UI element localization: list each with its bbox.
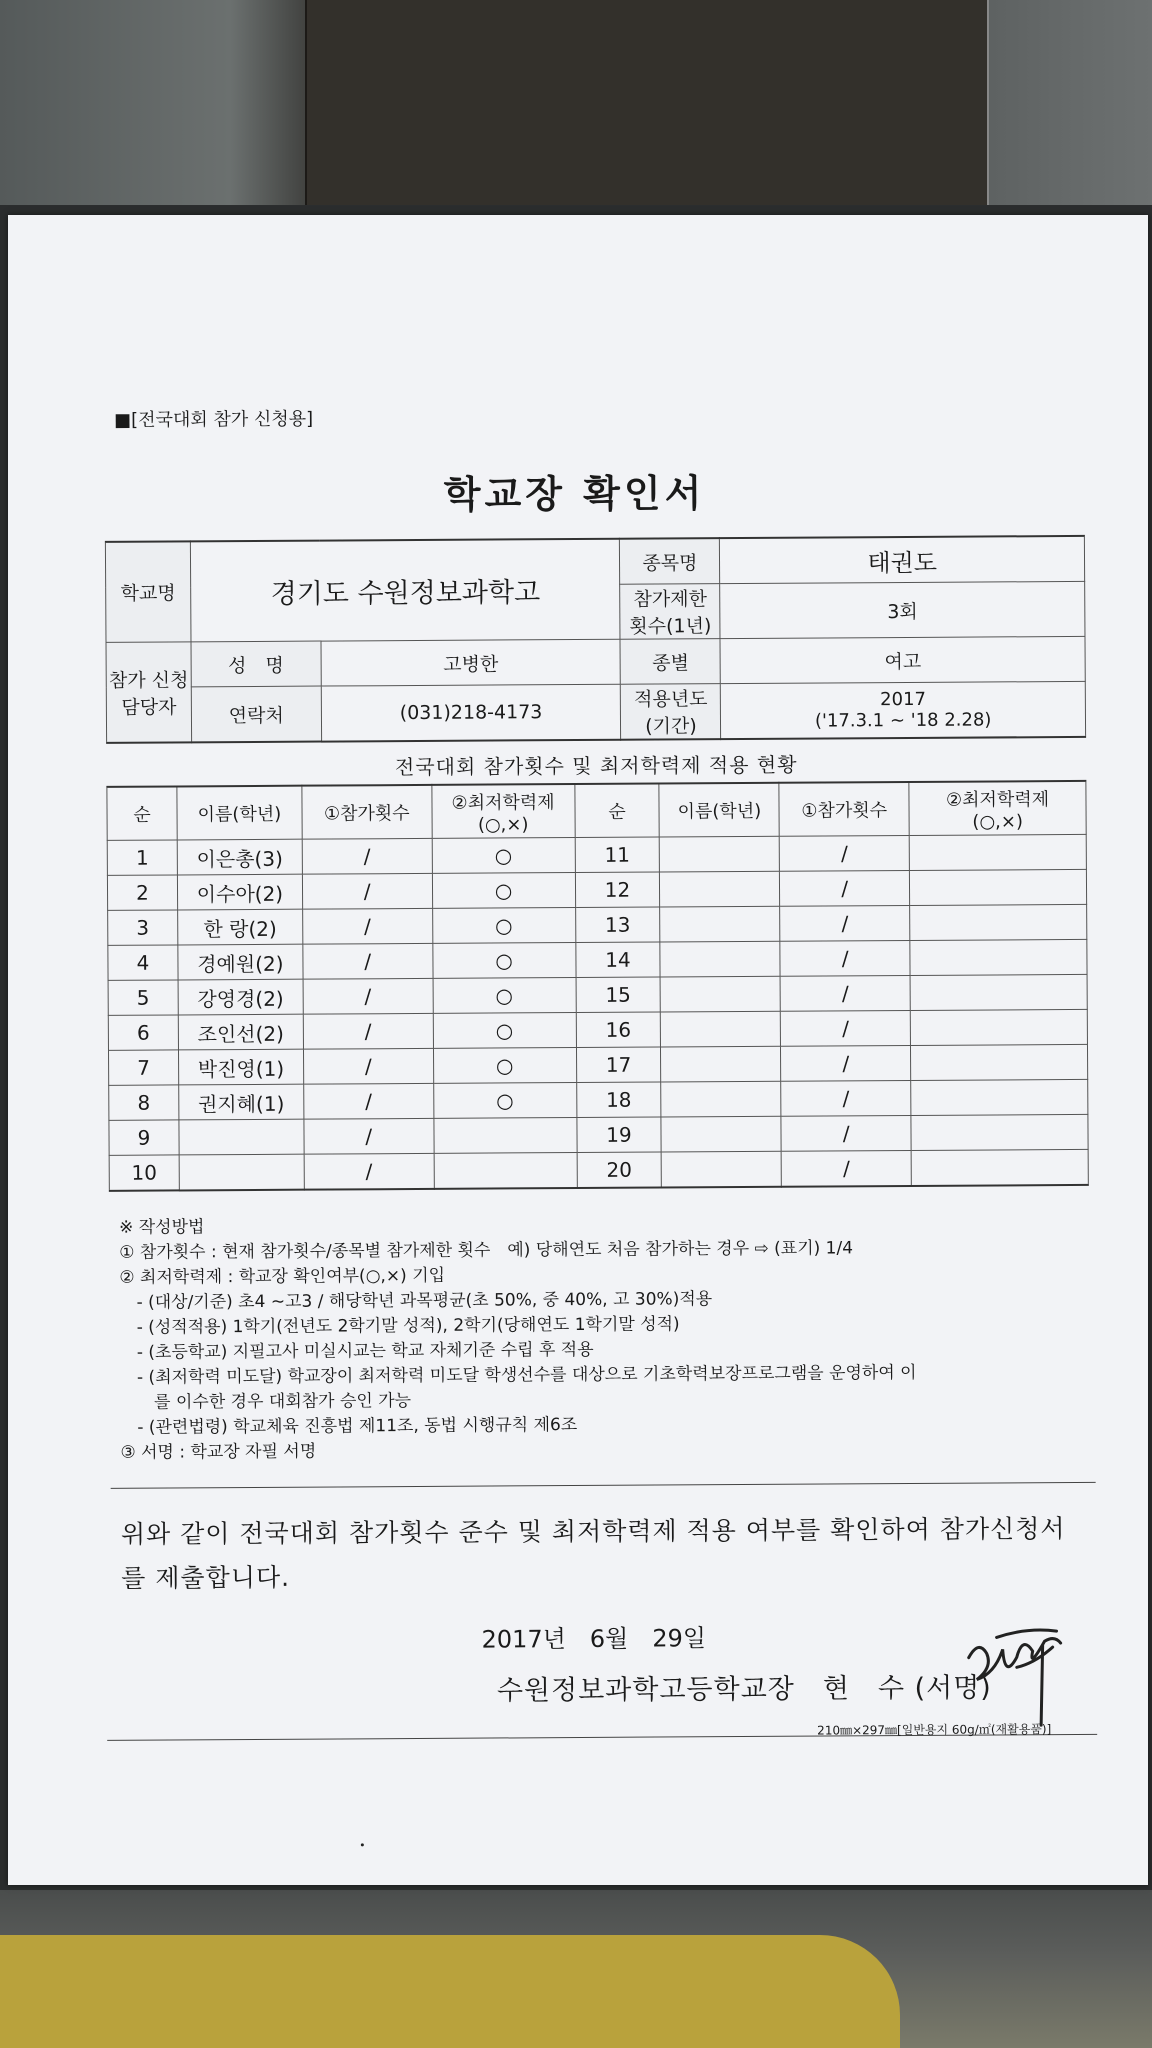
year-label-line1: 적용년도 — [634, 688, 708, 711]
row-no: 15 — [576, 977, 661, 1013]
name-value: 고병한 — [321, 639, 621, 686]
gender-label: 종별 — [620, 639, 720, 685]
table-row — [108, 939, 1087, 980]
row-name: 경예원(2) — [178, 944, 303, 980]
name-label: 성 명 — [191, 641, 321, 687]
row-min — [434, 1153, 577, 1189]
row-no: 3 — [108, 910, 178, 945]
limit-label — [620, 584, 720, 640]
row-min: ○ — [432, 838, 575, 874]
row-count: / — [304, 1118, 434, 1154]
header-count: ①참가횟수 — [779, 782, 909, 836]
school-label: 학교명 — [105, 541, 191, 642]
table-row — [107, 869, 1086, 910]
header-count: ①참가횟수 — [302, 785, 432, 839]
row-min: ○ — [433, 1083, 576, 1119]
form-tag: ■[전국대회 참가 신청용] — [114, 408, 314, 431]
contact-label: 연락처 — [191, 686, 321, 742]
year-label-line2: (기간) — [645, 715, 697, 738]
signer-line: 수원정보과학고등학교장 현 수 (서명) — [496, 1672, 992, 1707]
header-min-line1: ②최저학력제 — [945, 788, 1050, 811]
yellow-cloth — [0, 1935, 900, 2048]
row-name: 이수아(2) — [177, 874, 302, 910]
header-no: 순 — [574, 783, 659, 837]
row-name — [661, 1046, 781, 1082]
row-count: / — [781, 1010, 911, 1046]
year-value — [721, 681, 1086, 739]
row-count: / — [302, 873, 432, 909]
row-no: 6 — [108, 1015, 178, 1050]
header-min-line2: (○,×) — [477, 813, 529, 836]
instruction-line: - (관련법령) 학교체육 진흥법 제11조, 동법 시행규칙 제6조 — [120, 1415, 578, 1438]
year-label — [621, 684, 721, 740]
instruction-line: - (초등학교) 지필고사 미실시교는 학교 자체기준 수립 후 적용 — [119, 1339, 594, 1363]
row-name — [661, 1116, 781, 1152]
row-count: / — [779, 835, 909, 871]
background-board — [305, 0, 989, 210]
instruction-line: - (최저학력 미도달) 학교장이 최저학력 미도달 학생선수를 대상으로 기초학력보장프로그램을 운영하여 이 — [119, 1362, 917, 1388]
header-min — [909, 781, 1086, 836]
table-row — [108, 974, 1087, 1015]
row-no: 8 — [109, 1085, 179, 1120]
row-no: 11 — [575, 837, 660, 873]
row-no: 19 — [576, 1117, 661, 1153]
row-name: 조인선(2) — [178, 1014, 303, 1050]
row-count: / — [780, 905, 910, 941]
limit-label-line2: 횟수(1년) — [629, 615, 712, 638]
event-value: 태권도 — [720, 536, 1085, 584]
instruction-line: ① 참가횟수 : 현재 참가횟수/종목별 참가제한 횟수 예) 당해연도 처음 참가하는 경우 ⇨ (표기) 1/4 — [119, 1238, 854, 1263]
row-name — [179, 1154, 304, 1190]
confirmation-statement: 위와 같이 전국대회 참가횟수 준수 및 최저학력제 적용 여부를 확인하여 참가신청서를 제출합니다. — [120, 1514, 1066, 1593]
row-count: / — [304, 1083, 434, 1119]
row-name: 박진영(1) — [178, 1049, 303, 1085]
row-count: / — [302, 908, 432, 944]
header-min-line1: ②최저학력제 — [451, 791, 555, 814]
row-no: 9 — [109, 1120, 179, 1155]
row-no: 7 — [108, 1050, 178, 1085]
row-count: / — [780, 870, 910, 906]
row-min: ○ — [432, 943, 575, 979]
paper-spec: 210㎜×297㎜[일반용지 60g/㎡(재활용품)] — [817, 1722, 1052, 1738]
divider-line — [111, 1482, 1096, 1489]
header-min — [432, 784, 575, 838]
row-name — [662, 1151, 782, 1187]
gender-value: 여고 — [720, 636, 1085, 683]
row-count: / — [303, 1013, 433, 1049]
row-name: 권지혜(1) — [179, 1084, 304, 1120]
instruction-line: ※ 작성방법 — [119, 1217, 205, 1238]
row-no: 14 — [575, 942, 660, 978]
document-paper — [8, 215, 1148, 1885]
row-no: 12 — [575, 872, 660, 908]
row-count: / — [781, 1115, 911, 1151]
row-count: / — [303, 978, 433, 1014]
row-min — [434, 1118, 577, 1154]
row-name: 이은총(3) — [177, 839, 302, 875]
instruction-line: ③ 서명 : 학교장 자필 서명 — [120, 1441, 317, 1463]
row-name — [660, 836, 780, 872]
manager-label-line2: 담당자 — [121, 695, 177, 719]
row-min — [910, 1009, 1087, 1045]
manager-label — [106, 642, 192, 743]
row-no: 1 — [107, 840, 177, 875]
header-name: 이름(학년) — [659, 783, 779, 837]
row-count: / — [303, 943, 433, 979]
row-name — [660, 871, 780, 907]
row-name — [661, 1081, 781, 1117]
school-value: 경기도 수원정보과학고 — [190, 539, 620, 642]
limit-label-line1: 참가제한 — [633, 588, 707, 611]
row-no: 4 — [108, 945, 178, 980]
instruction-line: ② 최저학력제 : 학교장 확인여부(○,×) 기입 — [119, 1265, 446, 1288]
status-table — [106, 780, 1088, 1192]
signature-date: 2017년 6월 29일 — [481, 1624, 707, 1654]
row-min — [910, 904, 1087, 940]
event-label: 종목명 — [620, 538, 720, 584]
row-min — [911, 1149, 1088, 1186]
instruction-line: 를 이수한 경우 대회참가 승인 가능 — [120, 1391, 412, 1413]
instruction-line: - (대상/기준) 초4 ~고3 / 해당학년 과목평균(초 50%, 중 40%, 고 30%)적용 — [119, 1289, 713, 1313]
year-value-line2: ('17.3.1 ~ '18 2.28) — [814, 709, 992, 732]
table-row — [109, 1149, 1088, 1190]
row-name: 강영경(2) — [178, 979, 303, 1015]
section-title: 전국대회 참가횟수 및 최저학력제 적용 현황 — [394, 752, 798, 780]
row-count: / — [781, 1080, 911, 1116]
year-value-line1: 2017 — [880, 688, 927, 711]
header-min-line2: (○,×) — [972, 810, 1024, 833]
row-min — [911, 1079, 1088, 1115]
row-count: / — [780, 975, 910, 1011]
row-min — [910, 974, 1087, 1010]
header-no: 순 — [107, 786, 177, 840]
table-row — [109, 1114, 1088, 1155]
instruction-line: - (성적적용) 1학기(전년도 2학기말 성적), 2학기(당해연도 1학기말 성적) — [119, 1314, 680, 1338]
row-name — [660, 941, 780, 977]
row-count: / — [781, 1150, 911, 1186]
document-content — [3, 212, 1152, 1889]
table-row — [108, 904, 1087, 945]
row-min: ○ — [432, 908, 575, 944]
row-min — [910, 939, 1087, 975]
row-min — [911, 1114, 1088, 1150]
table-row — [109, 1079, 1088, 1120]
row-no: 2 — [107, 875, 177, 910]
row-count: / — [302, 838, 432, 874]
row-min: ○ — [432, 873, 575, 909]
row-no: 16 — [576, 1012, 661, 1048]
row-no: 17 — [576, 1047, 661, 1083]
row-min: ○ — [433, 1048, 576, 1084]
row-name — [661, 1011, 781, 1047]
row-min: ○ — [433, 1013, 576, 1049]
table-row — [108, 1009, 1087, 1050]
row-no: 5 — [108, 980, 178, 1015]
row-count: / — [304, 1153, 434, 1189]
table-row — [108, 1044, 1087, 1085]
manager-label-line1: 참가 신청 — [108, 668, 189, 692]
row-name: 한 랑(2) — [178, 909, 303, 945]
table-header-row — [107, 781, 1086, 840]
row-min — [911, 1044, 1088, 1080]
header-name: 이름(학년) — [177, 786, 302, 840]
contact-value: (031)218-4173 — [321, 684, 621, 741]
row-count: / — [780, 940, 910, 976]
row-min — [909, 834, 1086, 870]
row-no: 10 — [109, 1155, 179, 1191]
row-no: 18 — [576, 1082, 661, 1118]
row-no: 13 — [575, 907, 660, 943]
document-title: 학교장 확인서 — [443, 471, 706, 517]
row-name — [179, 1119, 304, 1155]
limit-value: 3회 — [720, 581, 1085, 638]
row-min: ○ — [433, 978, 576, 1014]
row-min — [910, 869, 1087, 905]
row-count: / — [303, 1048, 433, 1084]
row-count: / — [781, 1045, 911, 1081]
info-table — [105, 535, 1086, 744]
handwritten-signature — [956, 1617, 1087, 1728]
row-name — [660, 906, 780, 942]
table-row — [107, 834, 1086, 875]
row-name — [660, 976, 780, 1012]
instructions — [119, 1211, 917, 1466]
ink-dot — [361, 1843, 364, 1846]
row-no: 20 — [577, 1152, 662, 1188]
